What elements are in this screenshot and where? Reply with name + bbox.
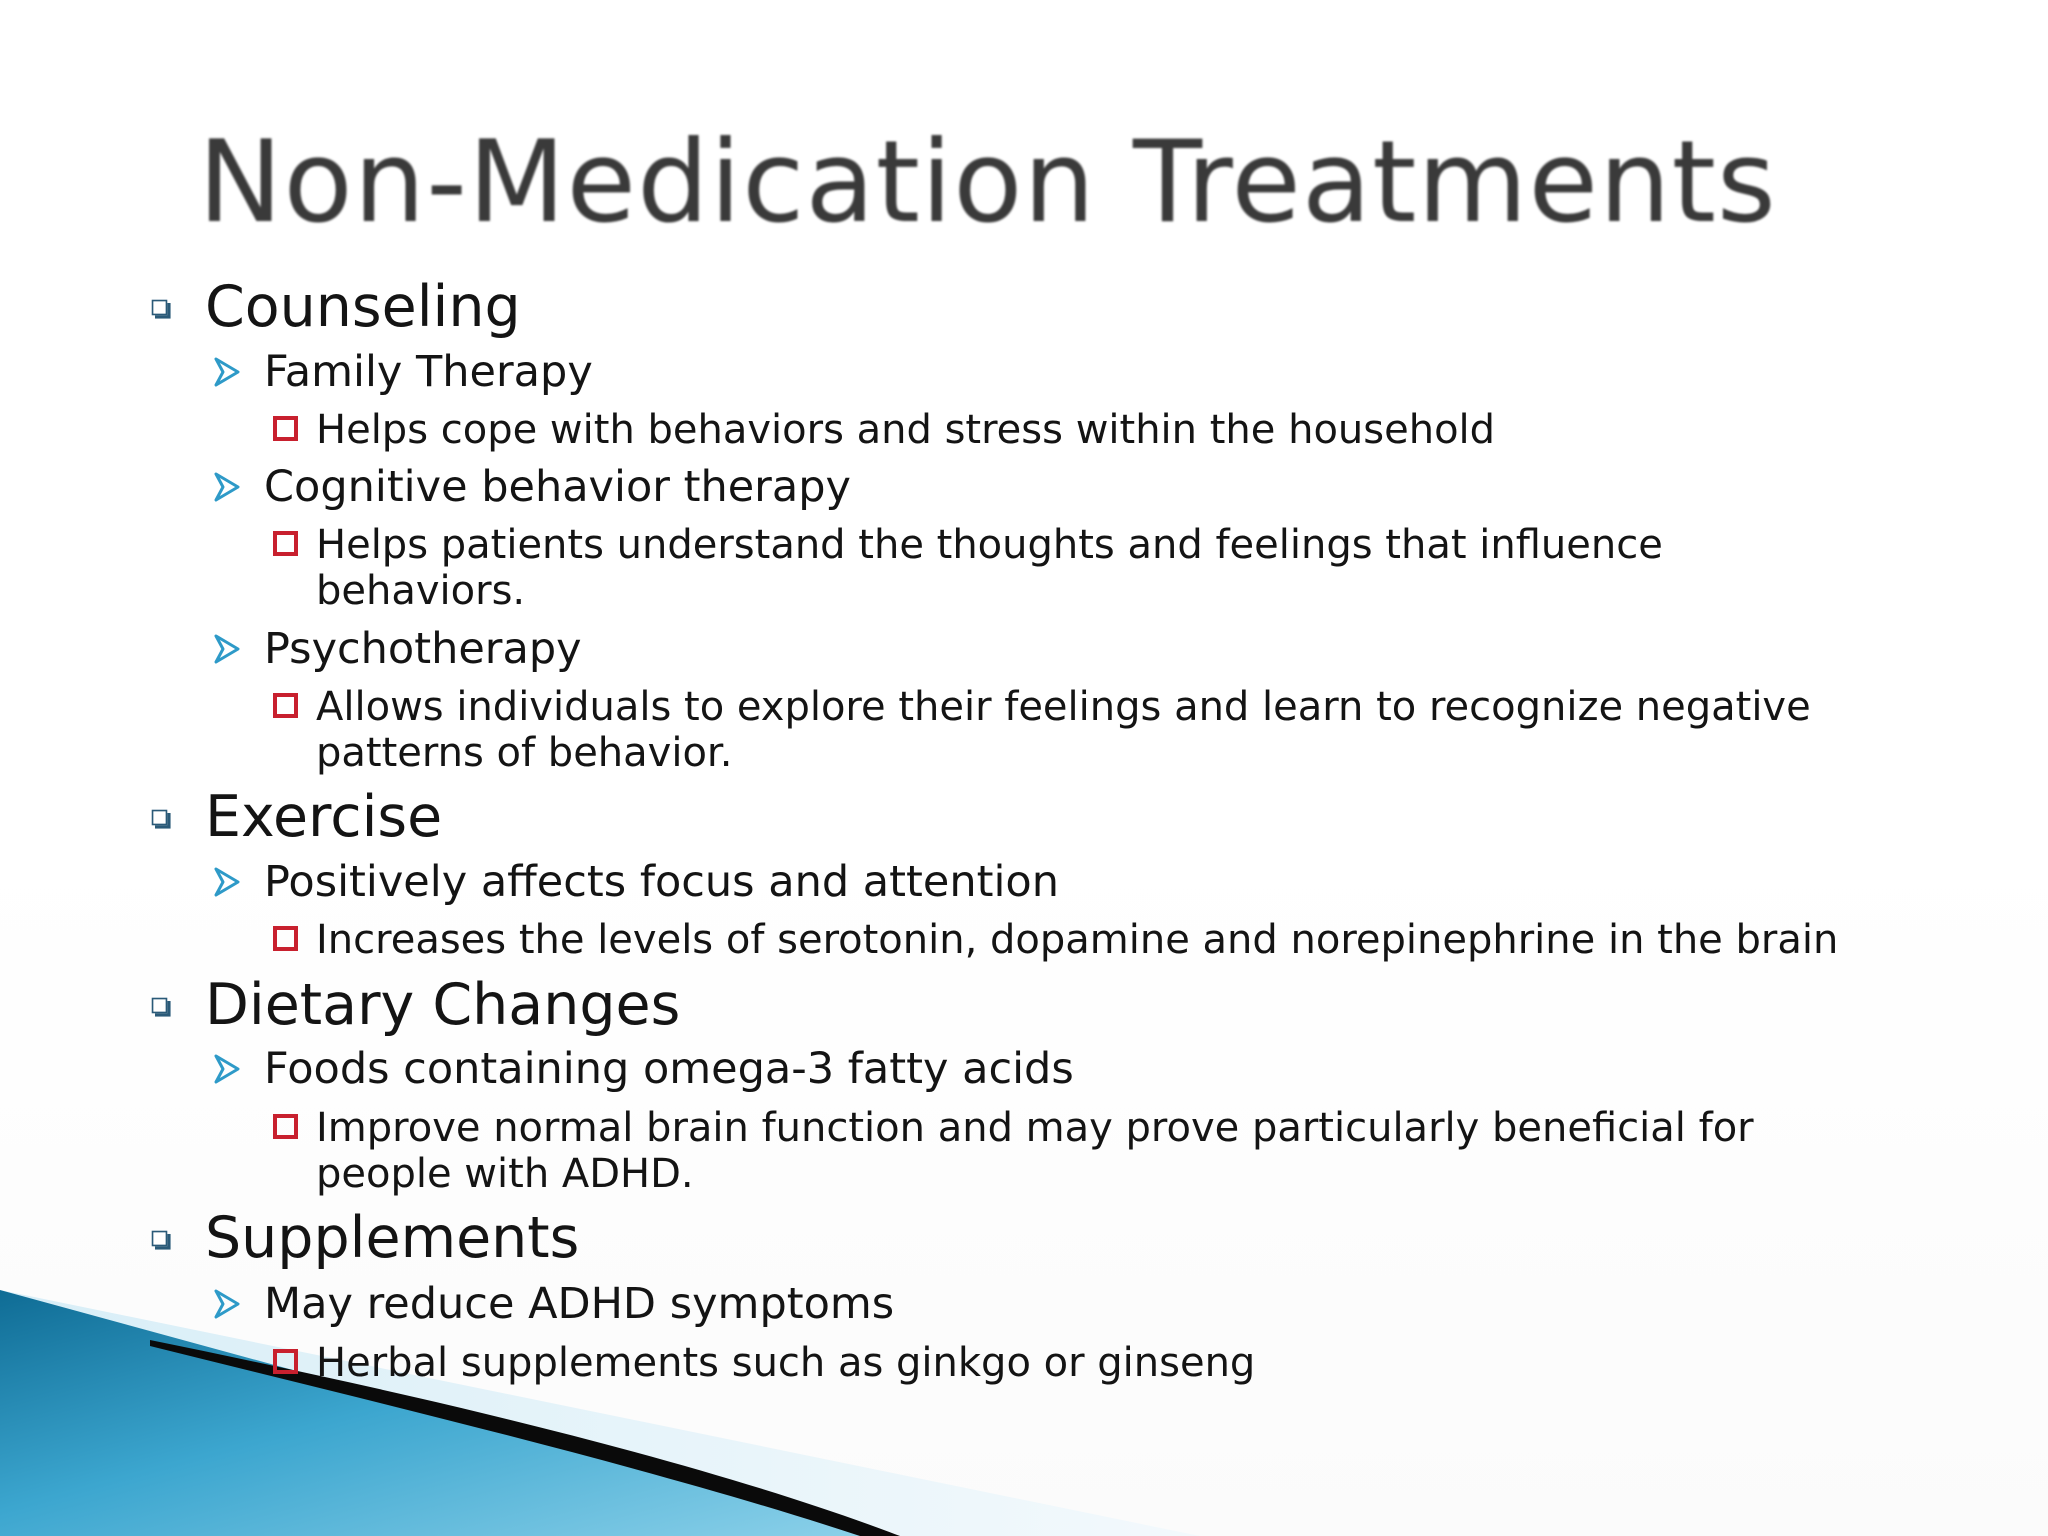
square-bullet-icon	[152, 300, 168, 316]
detail-text: Helps cope with behaviors and stress within the household	[316, 407, 1496, 453]
detail-family-therapy	[316, 407, 1916, 453]
arrow-bullet-icon	[214, 867, 240, 897]
bullet-counseling	[205, 274, 521, 340]
arrow-bullet-icon	[214, 1289, 240, 1319]
subbullet-focus-attention	[264, 856, 1059, 908]
subitem-label: Family Therapy	[264, 347, 593, 397]
detail-serotonin	[316, 917, 1916, 963]
subitem-label: Cognitive behavior therapy	[264, 462, 851, 512]
subitem-label: Psychotherapy	[264, 624, 582, 674]
square-bullet-icon	[273, 926, 298, 951]
bullet-exercise	[205, 784, 442, 850]
square-bullet-icon	[273, 693, 298, 718]
subbullet-cognitive-behavior-therapy	[264, 461, 851, 513]
arrow-bullet-icon	[214, 634, 240, 664]
section-heading: Counseling	[205, 274, 521, 340]
detail-text: Increases the levels of serotonin, dopamine and norepinephrine in the brain	[316, 917, 1839, 963]
detail-text: Helps patients understand the thoughts and feelings that influence behaviors.	[316, 522, 1663, 614]
bullet-supplements	[205, 1205, 579, 1271]
detail-text: Improve normal brain function and may prove particularly beneficial for people with ADHD.	[316, 1105, 1754, 1197]
section-heading: Exercise	[205, 784, 443, 850]
subbullet-omega-3	[264, 1043, 1074, 1095]
subbullet-family-therapy	[264, 346, 593, 398]
bullet-dietary-changes	[205, 972, 680, 1038]
square-bullet-icon	[152, 1231, 168, 1247]
slide-title: Non-Medication Treatments	[198, 116, 1777, 248]
subbullet-psychotherapy	[264, 623, 582, 675]
detail-cognitive-behavior-therapy	[316, 522, 1736, 614]
arrow-bullet-icon	[214, 1054, 240, 1084]
subitem-label: Positively affects focus and attention	[264, 857, 1059, 907]
subbullet-reduce-symptoms	[264, 1278, 894, 1330]
square-bullet-icon	[152, 998, 168, 1014]
arrow-bullet-icon	[214, 472, 240, 502]
detail-brain-function	[316, 1105, 1876, 1197]
square-bullet-icon	[273, 1349, 298, 1374]
subitem-label: May reduce ADHD symptoms	[264, 1279, 895, 1329]
subitem-label: Foods containing omega-3 fatty acids	[264, 1044, 1074, 1094]
detail-text: Allows individuals to explore their feelings and learn to recognize negative patterns of behavior.	[316, 684, 1811, 776]
arrow-bullet-icon	[214, 357, 240, 387]
square-bullet-icon	[273, 1114, 298, 1139]
detail-text: Herbal supplements such as ginkgo or ginseng	[316, 1340, 1256, 1386]
section-heading: Supplements	[205, 1205, 580, 1271]
square-bullet-icon	[152, 810, 168, 826]
detail-herbal-supplements	[316, 1340, 1916, 1386]
detail-psychotherapy	[316, 684, 1906, 776]
square-bullet-icon	[273, 531, 298, 556]
square-bullet-icon	[273, 416, 298, 441]
section-heading: Dietary Changes	[205, 972, 681, 1038]
